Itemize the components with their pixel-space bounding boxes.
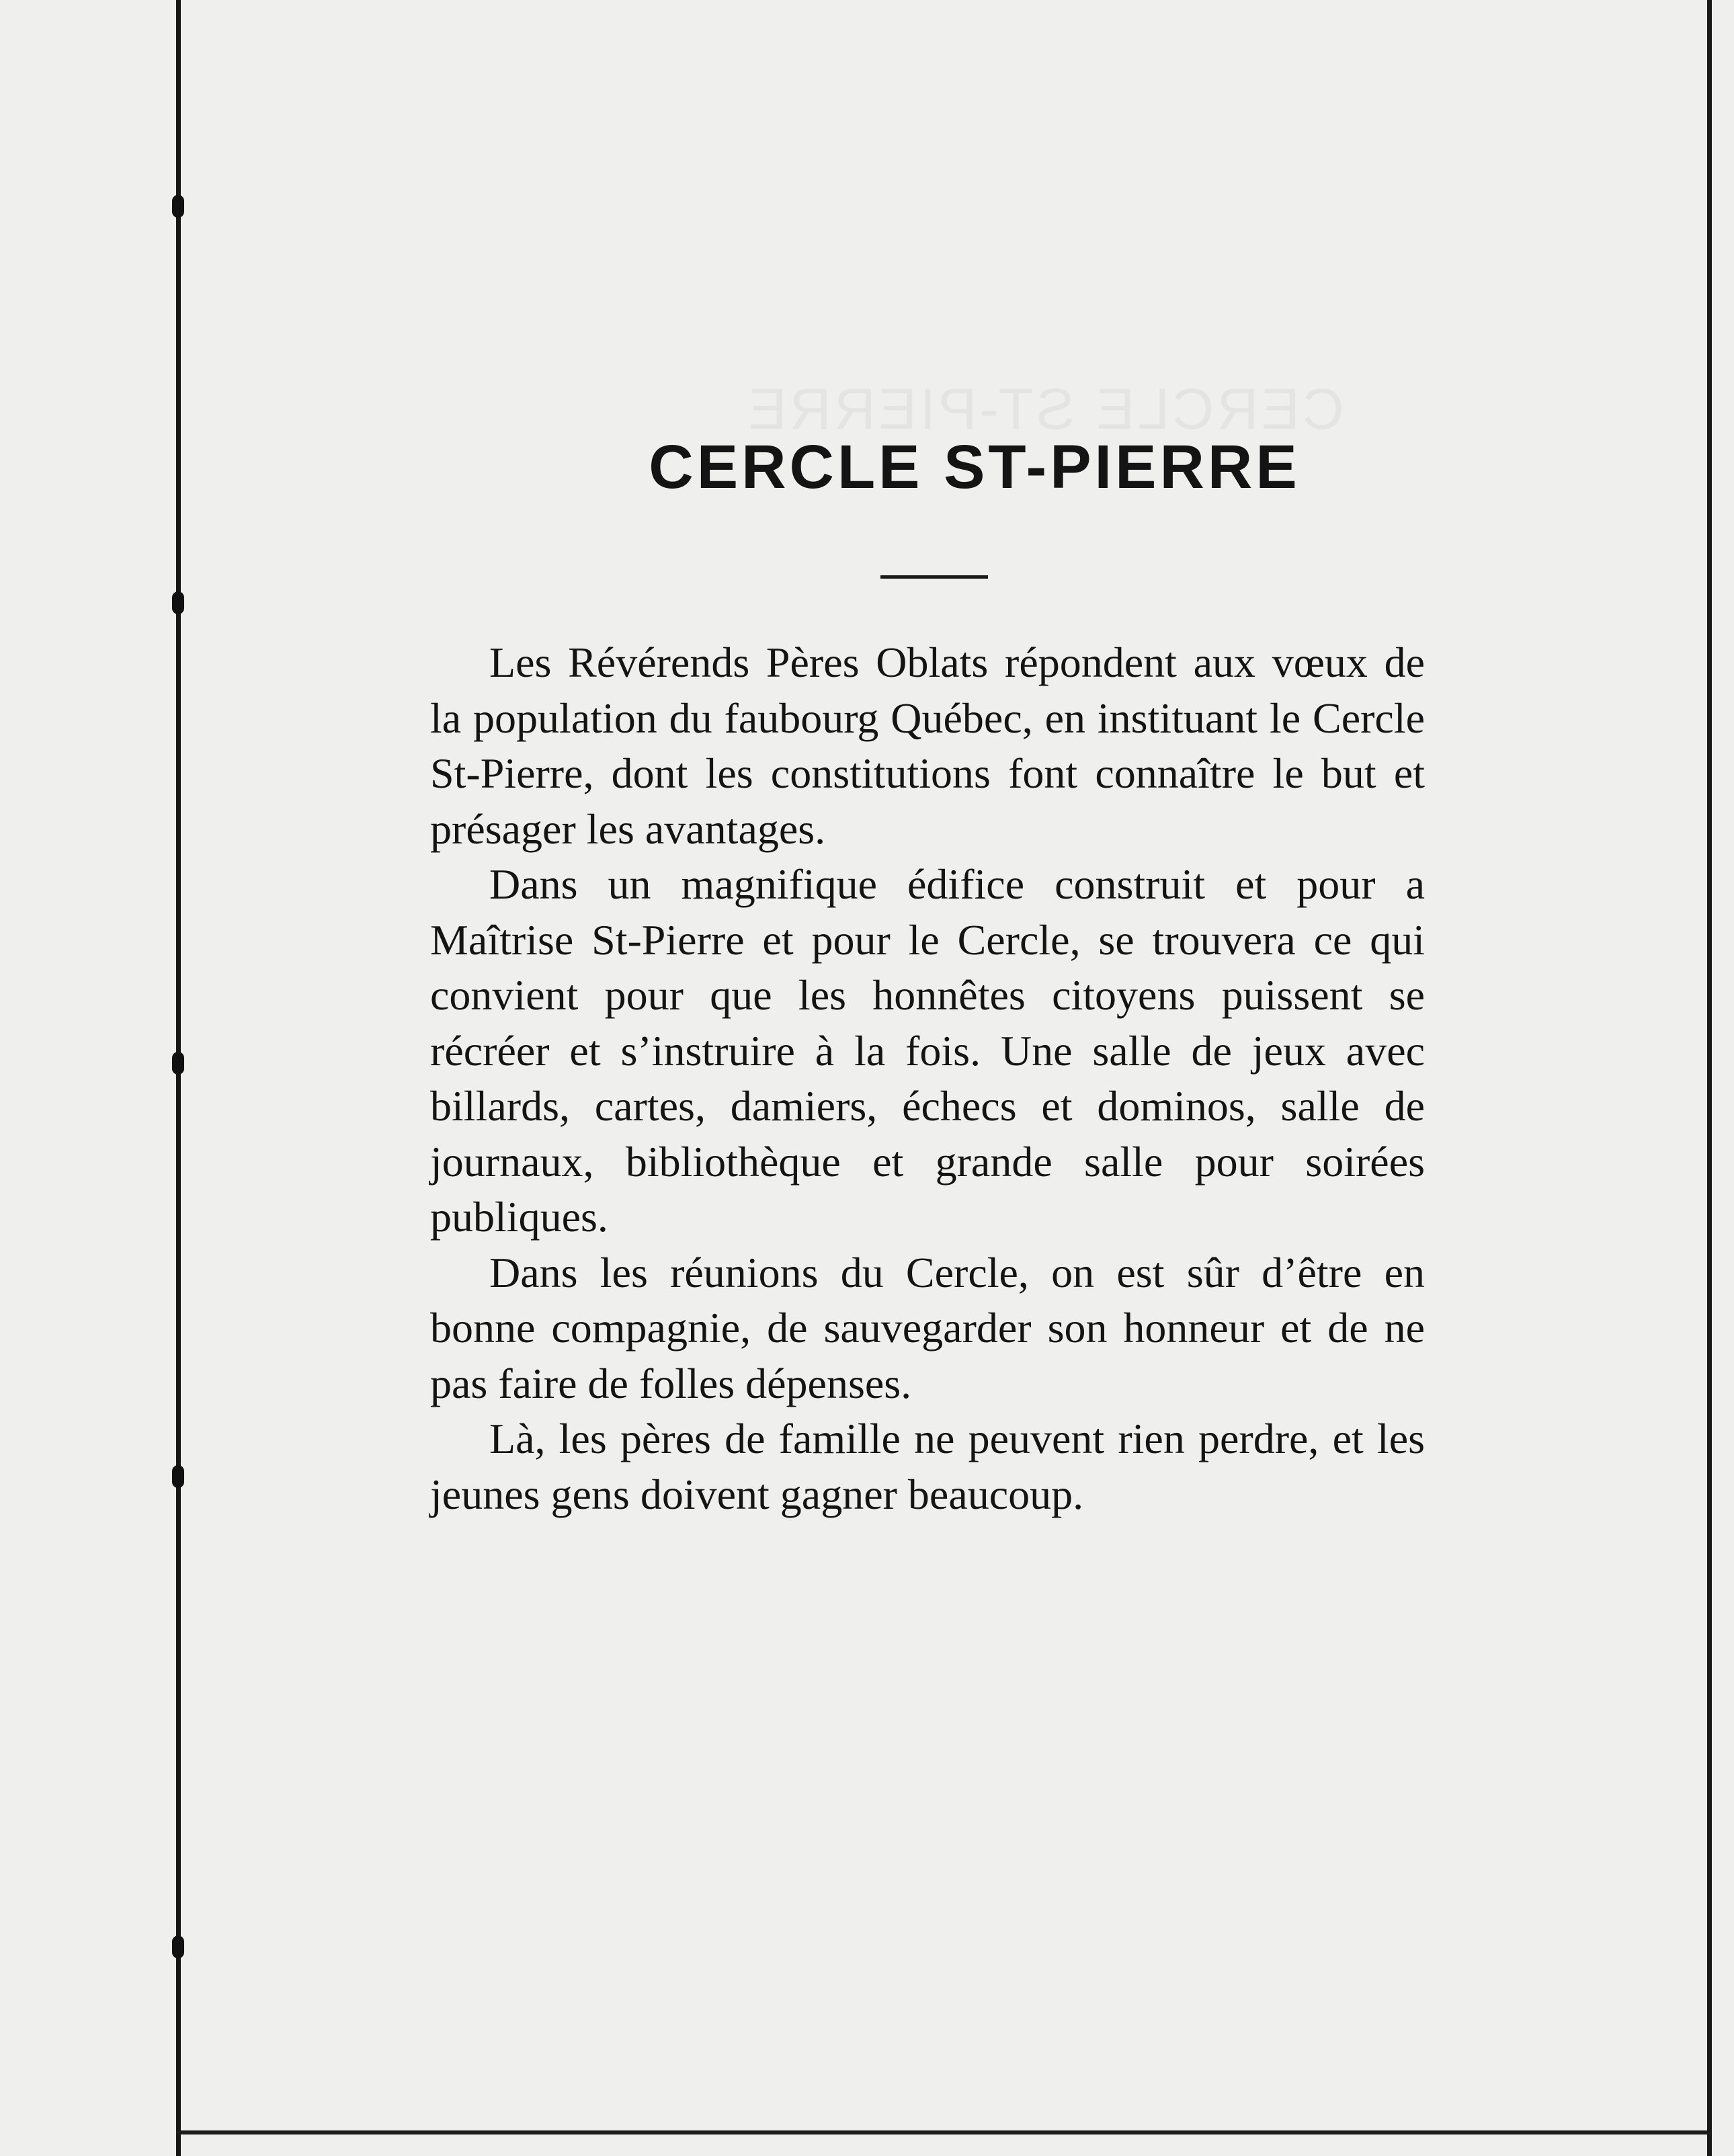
- page-bottom-edge: [176, 2130, 1712, 2134]
- binding-stitch: [172, 195, 184, 218]
- binding-stitch: [172, 1936, 184, 1958]
- page-right-edge: [1707, 0, 1712, 2156]
- binding-edge: [176, 0, 181, 2156]
- paragraph: Les Révérends Pères Oblats répondent aux vœux de la population du faubourg Québec, en instituant le Cercle St-Pierre, dont les constitutions font connaître le but et présager les avantages.: [430, 638, 1425, 853]
- body-text: [430, 635, 1425, 1522]
- binding-stitch: [172, 1052, 184, 1075]
- title-divider: [880, 575, 988, 579]
- paragraph: Dans les réunions du Cercle, on est sûr d’être en bonne compagnie, de sauvegarder son honneur et de ne pas faire de folles dépenses.: [430, 1248, 1425, 1407]
- paragraph: Dans un magnifique édifice construit et pour a Maîtrise St-Pierre et pour le Cercle, se trouvera ce qui convient pour que les honnêtes citoyens puissent se récréer et s’instruire à la fois. Une salle de jeux avec billards, cartes, damiers, échecs et dominos, salle de journaux, bibliothèque et grande salle pour soirées publiques.: [430, 860, 1425, 1241]
- page-title: CERCLE ST-PIERRE: [649, 433, 1300, 501]
- paragraph: Là, les pères de famille ne peuvent rien perdre, et les jeunes gens doivent gagner beaucoup.: [430, 1415, 1425, 1518]
- binding-stitch: [172, 591, 184, 614]
- binding-stitch: [172, 1465, 184, 1488]
